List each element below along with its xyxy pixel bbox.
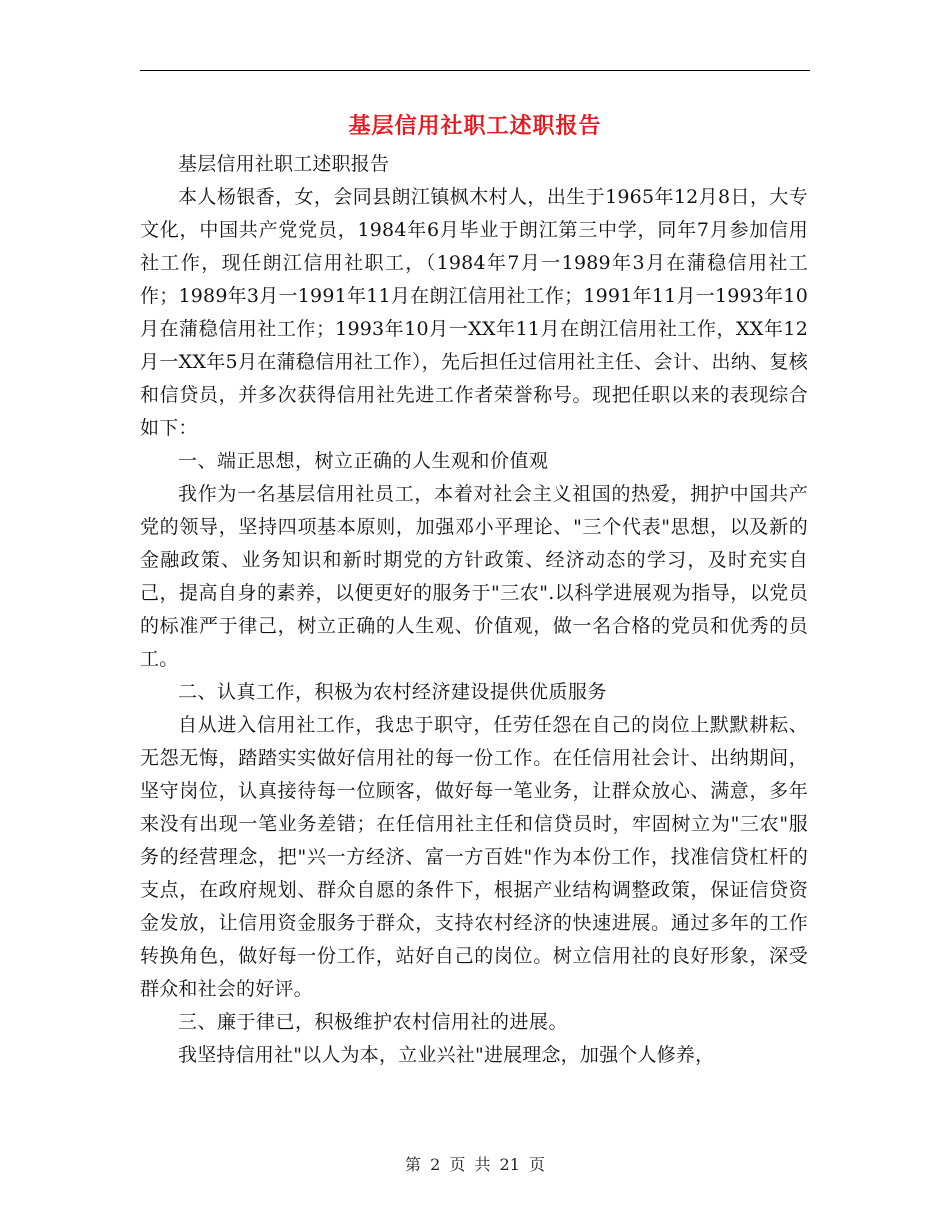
- body-paragraph: 自从进入信用社工作，我忠于职守，任劳任怨在自己的岗位上默默耕耘、无怨无悔，踏踏实实做好信用社的每一份工作。在任信用社会计、出纳期间，坚守岗位，认真接待每一位顾客，做好每一笔业务，让群众放心、满意，多年来没有出现一笔业务差错；在任信用社主任和信贷员时，牢固树立为"三农"服务的经营理念，把"兴一方经济、富一方百姓"作为本份工作，找准信贷杠杆的支点，在政府规划、群众自愿的条件下，根据产业结构调整政策，保证信贷资金发放，让信用资金服务于群众，支持农村经济的快速进展。通过多年的工作转换角色，做好每一份工作，站好自己的岗位。树立信用社的良好形象，深受群众和社会的好评。: [140, 714, 808, 1000]
- section-heading: 一、端正思想，树立正确的人生观和价值观: [178, 450, 549, 472]
- body-paragraph: 我坚持信用社"以人为本，立业兴社"进展理念，加强个人修养，: [178, 1044, 715, 1066]
- page-number: 第 2 页 共 21 页: [405, 1155, 545, 1174]
- section-heading: 三、廉于律已，积极维护农村信用社的进展。: [178, 1011, 569, 1033]
- body-paragraph: 我作为一名基层信用社员工，本着对社会主义祖国的热爱，拥护中国共产党的领导，坚持四项基本原则，加强邓小平理论、"三个代表"思想，以及新的金融政策、业务知识和新时期党的方针政策、经济动态的学习，及时充实自己，提高自身的素养，以便更好的服务于"三农".以科学进展观为指导，以党员的标准严于律己，树立正确的人生观、价值观，做一名合格的党员和优秀的员工。: [140, 483, 808, 670]
- document-body: [140, 148, 808, 1072]
- section-heading: 二、认真工作，积极为农村经济建设提供优质服务: [178, 681, 608, 703]
- header-rule: [140, 70, 810, 71]
- document-title: 基层信用社职工述职报告: [348, 113, 602, 139]
- body-paragraph: 本人杨银香，女，会同县朗江镇枫木村人，出生于1965年12月8日，大专文化，中国共产党党员，1984年6月毕业于朗江第三中学，同年7月参加信用社工作，现任朗江信用社职工，（1984年7月一1989年3月在蒲稳信用社工作；1989年3月一1991年11月在朗江信用社工作；1991年11月一1993年10月在蒲稳信用社工作；1993年10月一XX年11月在朗江信用社工作，XX年12月一XX年5月在蒲稳信用社工作），先后担任过信用社主任、会计、出纳、复核和信贷员，并多次获得信用社先进工作者荣誉称号。现把任职以来的表现综合如下：: [140, 186, 808, 439]
- body-paragraph: 基层信用社职工述职报告: [178, 153, 390, 175]
